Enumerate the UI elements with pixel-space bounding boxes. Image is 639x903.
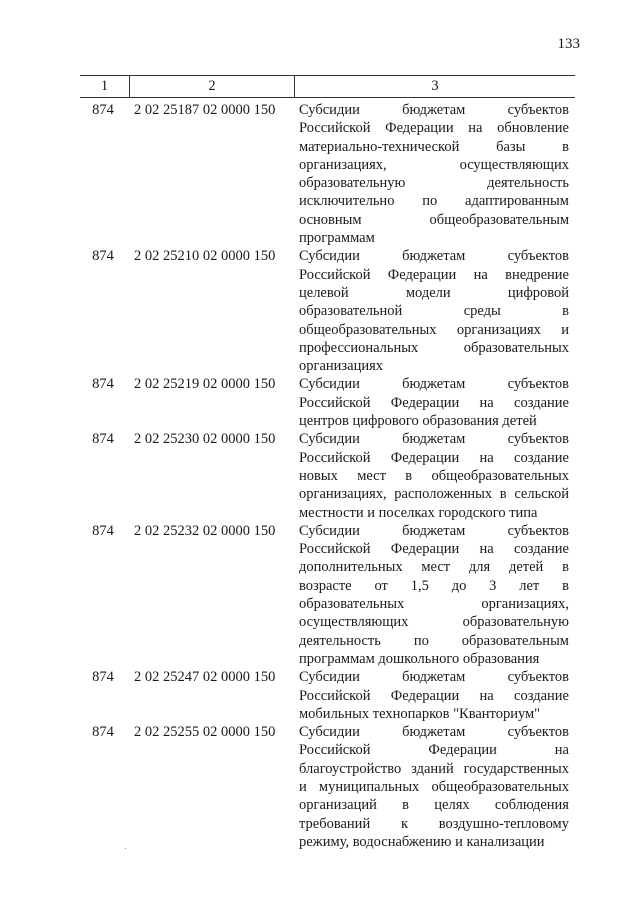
description-line: Российской Федерации на xyxy=(299,742,569,759)
description-line: Субсидии бюджетам субъектов xyxy=(299,724,569,741)
description-line: организациях, расположенных в сельской xyxy=(299,486,569,503)
admin-code-cell: 874 xyxy=(92,102,114,118)
description-line: Российской Федерации на обновление xyxy=(299,120,569,137)
description-cell xyxy=(295,723,575,851)
description-line: и муниципальных общеобразовательных xyxy=(299,778,569,795)
table-row xyxy=(80,522,575,668)
description-line: деятельность по образовательным xyxy=(299,632,569,649)
table-body xyxy=(80,101,575,851)
admin-code-cell: 874 xyxy=(92,724,114,741)
description-line: организаций в целях соблюдения xyxy=(299,797,569,814)
budget-code-cell: 2 02 25232 02 0000 150 xyxy=(134,522,276,539)
description-line: Субсидии бюджетам субъектов xyxy=(299,102,569,118)
page-number: 133 xyxy=(557,36,580,52)
description-line: основным общеобразовательным xyxy=(299,211,569,228)
description-line: Российской Федерации на создание xyxy=(299,541,569,558)
description-line: целевой модели цифровой xyxy=(299,284,569,301)
description-line: программам дошкольного образования xyxy=(299,650,540,667)
budget-code-cell: 2 02 25187 02 0000 150 xyxy=(134,102,276,118)
description-cell xyxy=(295,247,575,375)
budget-code-cell: 2 02 25247 02 0000 150 xyxy=(134,669,276,686)
description-cell xyxy=(295,101,575,247)
description-cell xyxy=(295,375,575,430)
table-row xyxy=(80,723,575,851)
budget-code-cell: 2 02 25219 02 0000 150 xyxy=(134,376,276,393)
description-line: Субсидии бюджетам субъектов xyxy=(299,669,569,686)
description-line: Субсидии бюджетам субъектов xyxy=(299,431,569,448)
table-header xyxy=(80,75,575,98)
description-line: Субсидии бюджетам субъектов xyxy=(299,248,569,265)
table-row xyxy=(80,101,575,247)
table-row xyxy=(80,430,575,521)
description-line: организациях, осуществляющих xyxy=(299,156,569,173)
description-cell xyxy=(295,430,575,521)
description-line: мобильных технопарков "Кванториум" xyxy=(299,705,541,722)
description-line: режиму, водоснабжению и канализации xyxy=(299,833,545,850)
description-line: Российской Федерации на создание xyxy=(299,687,569,704)
description-line: образовательную деятельность xyxy=(299,175,569,192)
description-line: осуществляющих образовательную xyxy=(299,614,569,631)
description-line: дополнительных мест для детей в xyxy=(299,559,569,576)
description-line: местности и поселках городского типа xyxy=(299,504,538,521)
description-line: новых мест в общеобразовательных xyxy=(299,467,569,484)
description-line: общеобразовательных организациях и xyxy=(299,321,569,338)
description-line: Российской Федерации на внедрение xyxy=(299,266,569,283)
admin-code-cell: 874 xyxy=(92,669,114,686)
description-line: организациях xyxy=(299,358,384,375)
description-line: Субсидии бюджетам субъектов xyxy=(299,376,569,393)
header-col-3: 3 xyxy=(431,78,439,94)
table-row xyxy=(80,375,575,430)
description-line: благоустройство зданий государственных xyxy=(299,760,569,777)
description-cell xyxy=(295,522,575,668)
header-col-1: 1 xyxy=(80,76,130,97)
description-line: образовательных организациях, xyxy=(299,596,569,613)
description-line: возрасте от 1,5 до 3 лет в xyxy=(299,577,569,594)
description-line: профессиональных образовательных xyxy=(299,339,569,356)
budget-code-cell: 2 02 25255 02 0000 150 xyxy=(134,724,276,741)
table-row xyxy=(80,247,575,375)
description-line: центров цифрового образования детей xyxy=(299,413,537,430)
admin-code-cell: 874 xyxy=(92,431,114,448)
admin-code-cell: 874 xyxy=(92,522,114,539)
description-cell xyxy=(295,668,575,723)
budget-code-cell: 2 02 25230 02 0000 150 xyxy=(134,431,276,448)
description-line: Субсидии бюджетам субъектов xyxy=(299,522,569,539)
description-line: исключительно по адаптированным xyxy=(299,193,569,210)
description-line: требований к воздушно-тепловому xyxy=(299,815,569,832)
header-col-2: 2 xyxy=(130,76,295,97)
table-row xyxy=(80,668,575,723)
admin-code-cell: 874 xyxy=(92,248,114,265)
description-line: программам xyxy=(299,230,375,247)
description-line: Российской Федерации на создание xyxy=(299,394,569,411)
scan-speck xyxy=(125,848,126,849)
description-line: материально-технической базы в xyxy=(299,138,569,155)
budget-code-cell: 2 02 25210 02 0000 150 xyxy=(134,248,276,265)
description-line: Российской Федерации на создание xyxy=(299,449,569,466)
admin-code-cell: 874 xyxy=(92,376,114,393)
description-line: образовательной среды в xyxy=(299,303,569,320)
